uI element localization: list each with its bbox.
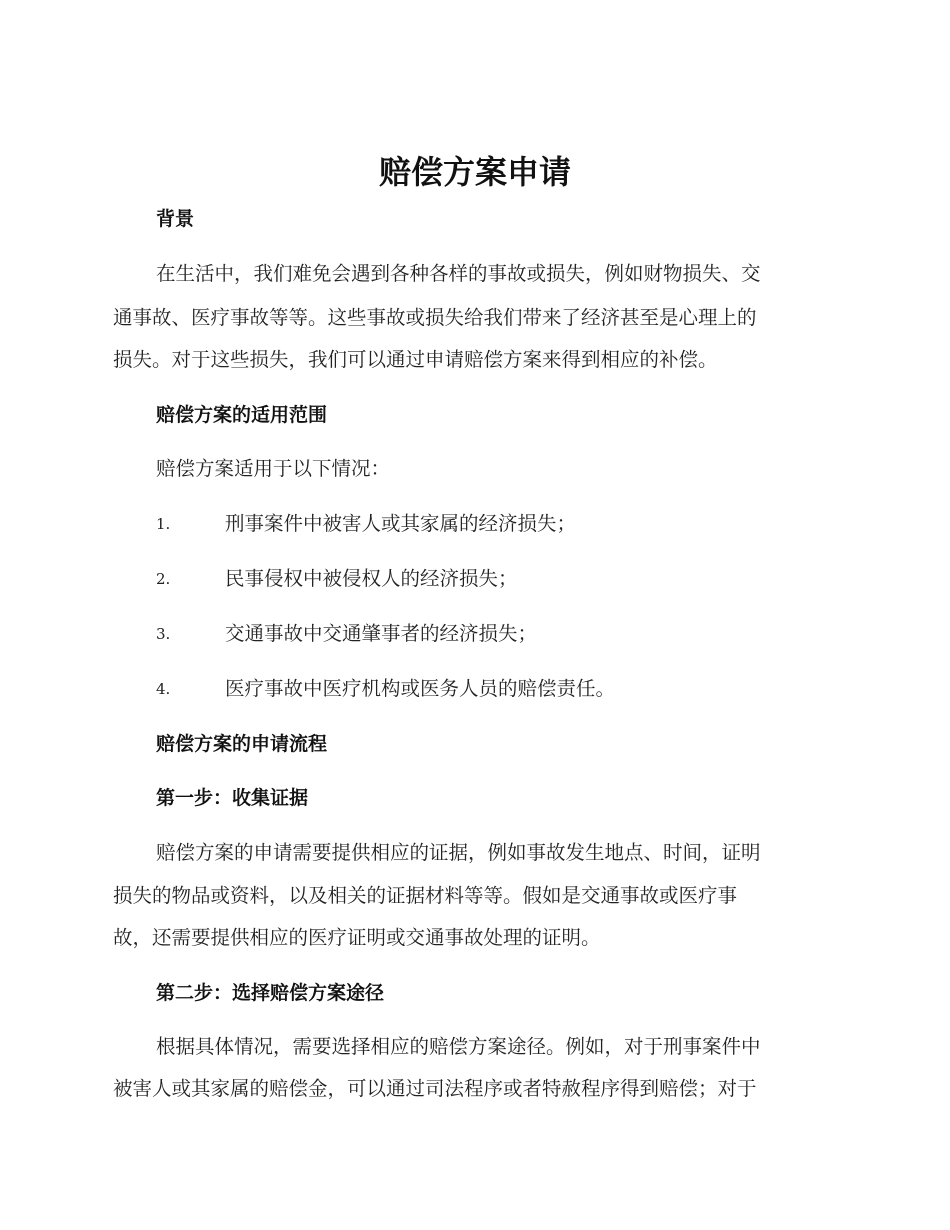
list-item-text: 交通事故中交通肇事者的经济损失； bbox=[225, 622, 538, 645]
section-heading-process: 赔偿方案的申请流程 bbox=[156, 733, 328, 755]
paragraph-line: 损失。对于这些损失，我们可以通过申请赔偿方案来得到相应的补偿。 bbox=[113, 348, 718, 371]
paragraph-line: 在生活中，我们难免会遇到各种各样的事故或损失，例如财物损失、交 bbox=[156, 262, 761, 285]
step-heading-1: 第一步：收集证据 bbox=[156, 787, 309, 809]
paragraph-line: 根据具体情况，需要选择相应的赔偿方案途径。例如，对于刑事案件中 bbox=[156, 1035, 761, 1058]
paragraph-line: 故，还需要提供相应的医疗证明或交通事故处理的证明。 bbox=[113, 926, 601, 949]
list-item-text: 医疗事故中医疗机构或医务人员的赔偿责任。 bbox=[225, 677, 616, 700]
list-item-number: 3. bbox=[156, 625, 171, 643]
document-title: 赔偿方案申请 bbox=[378, 153, 571, 191]
paragraph-line: 通事故、医疗事故等等。这些事故或损失给我们带来了经济甚至是心理上的 bbox=[113, 306, 757, 329]
list-item-number: 1. bbox=[156, 515, 171, 533]
scope-intro: 赔偿方案适用于以下情况： bbox=[156, 457, 391, 480]
paragraph-line: 被害人或其家属的赔偿金，可以通过司法程序或者特赦程序得到赔偿；对于 bbox=[113, 1077, 757, 1100]
list-item-text: 民事侵权中被侵权人的经济损失； bbox=[225, 567, 518, 590]
section-heading-background: 背景 bbox=[156, 208, 195, 230]
step-heading-2: 第二步：选择赔偿方案途径 bbox=[156, 982, 385, 1004]
list-item-text: 刑事案件中被害人或其家属的经济损失； bbox=[225, 512, 577, 535]
paragraph-line: 赔偿方案的申请需要提供相应的证据，例如事故发生地点、时间，证明 bbox=[156, 841, 761, 864]
paragraph-line: 损失的物品或资料，以及相关的证据材料等等。假如是交通事故或医疗事 bbox=[113, 884, 738, 907]
section-heading-scope: 赔偿方案的适用范围 bbox=[156, 404, 328, 426]
list-item-number: 4. bbox=[156, 680, 171, 698]
list-item-number: 2. bbox=[156, 570, 171, 588]
